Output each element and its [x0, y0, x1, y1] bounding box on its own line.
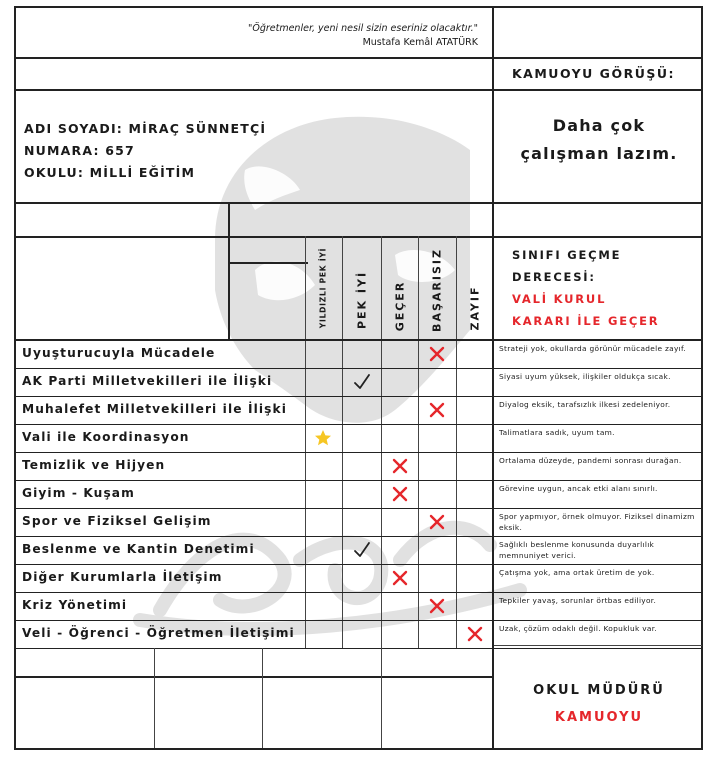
criterion-label: Muhalefet Milletvekilleri ile İlişki	[22, 402, 287, 416]
grid-line	[14, 57, 703, 59]
student-number: NUMARA: 657	[24, 143, 135, 158]
grid-line	[228, 202, 230, 340]
grid-line	[381, 236, 382, 648]
grid-line	[262, 648, 263, 748]
criterion-comment: Spor yapmıyor, örnek olmuyor. Fiziksel dinamizm eksik.	[499, 512, 695, 532]
frame-right	[701, 6, 703, 750]
principal-title: OKUL MÜDÜRÜ	[533, 683, 665, 698]
grid-line	[305, 236, 306, 648]
grid-line	[494, 645, 702, 646]
grid-line	[418, 236, 419, 648]
check-mark-icon	[352, 372, 372, 392]
cross-mark-icon	[465, 624, 485, 644]
grid-line	[14, 480, 703, 481]
grid-line	[381, 648, 382, 748]
frame-top	[14, 6, 703, 8]
star-icon	[313, 428, 333, 448]
grid-line	[14, 508, 703, 509]
grid-line	[14, 564, 703, 565]
grid-line	[14, 536, 703, 537]
criterion-label: Kriz Yönetimi	[22, 598, 128, 612]
cross-mark-icon	[427, 344, 447, 364]
principal-name: KAMUOYU	[554, 710, 644, 725]
grid-line	[14, 592, 703, 593]
grid-line	[14, 368, 703, 369]
grid-line	[14, 89, 703, 91]
criterion-comment: Ortalama düzeyde, pandemi sonrası durağan.	[499, 456, 682, 465]
criterion-label: Temizlik ve Hijyen	[22, 458, 166, 472]
grid-line	[14, 396, 703, 397]
criterion-label: Vali ile Koordinasyon	[22, 430, 190, 444]
grid-line	[342, 236, 343, 648]
criterion-comment: Tepkiler yavaş, sorunlar örtbas ediliyor.	[499, 596, 657, 605]
criterion-label: Diğer Kurumlarla İletişim	[22, 570, 223, 584]
cross-mark-icon	[390, 484, 410, 504]
opinion-line-2: çalışman lazım.	[520, 144, 678, 163]
grid-line	[154, 648, 155, 748]
quote-block	[248, 22, 478, 50]
grid-line	[14, 620, 703, 621]
frame-left	[14, 6, 16, 750]
grid-line	[14, 236, 703, 238]
criterion-comment: Strateji yok, okullarda görünür mücadele zayıf.	[499, 344, 687, 353]
cross-mark-icon	[390, 568, 410, 588]
col-header-gecer: GEÇER	[393, 280, 407, 332]
criterion-comment: Sağlıklı beslenme konusunda duyarlılık memnuniyet verici.	[499, 540, 655, 560]
criterion-comment: Siyasi uyum yüksek, ilişkiler oldukça sıcak.	[499, 372, 671, 381]
grid-line	[456, 236, 457, 648]
pass-degree-result-2: KARARI İLE GEÇER	[512, 314, 660, 328]
criterion-comment: Talimatlara sadık, uyum tam.	[499, 428, 615, 437]
col-header-basarisiz: BAŞARISIZ	[430, 248, 444, 332]
student-name: ADI SOYADI: MİRAÇ SÜNNETÇİ	[24, 121, 267, 136]
criterion-label: Giyim - Kuşam	[22, 486, 135, 500]
criterion-label: Veli - Öğrenci - Öğretmen İletişimi	[22, 626, 295, 640]
pass-degree	[512, 244, 659, 332]
student-info	[24, 118, 266, 184]
criterion-label: Beslenme ve Kantin Denetimi	[22, 542, 255, 556]
grid-line	[14, 202, 703, 204]
col-header-zayif: ZAYIF	[468, 285, 482, 331]
col-header-pek-iyi: PEK İYİ	[355, 270, 369, 330]
grid-line	[14, 339, 703, 341]
opinion-text	[496, 112, 702, 168]
criterion-comment: Diyalog eksik, tarafsızlık ilkesi zedeleniyor.	[499, 400, 671, 409]
criterion-comment: Çatışma yok, ama ortak üretim de yok.	[499, 568, 655, 577]
criterion-label: AK Parti Milletvekilleri ile İlişki	[22, 374, 273, 388]
opinion-title: KAMUOYU GÖRÜŞÜ:	[512, 66, 675, 81]
criterion-label: Spor ve Fiziksel Gelişim	[22, 514, 212, 528]
grid-line	[14, 452, 703, 453]
student-school: OKULU: MİLLİ EĞİTİM	[24, 165, 196, 180]
check-mark-icon	[352, 540, 372, 560]
cross-mark-icon	[390, 456, 410, 476]
grid-line	[14, 676, 492, 678]
pass-degree-label-1: SINIFI GEÇME	[512, 248, 622, 262]
quote-author: Mustafa Kemâl ATATÜRK	[362, 37, 478, 48]
cross-mark-icon	[427, 596, 447, 616]
cross-mark-icon	[427, 512, 447, 532]
pass-degree-result-1: VALİ KURUL	[512, 292, 607, 306]
criterion-label: Uyuşturucuyla Mücadele	[22, 346, 216, 360]
criterion-comment: Uzak, çözüm odaklı değil. Kopukluk var.	[499, 624, 658, 633]
col-header-yildizli-pek-iyi: YILDIZLI PEK İYİ	[318, 247, 328, 329]
pass-degree-label-2: DERECESİ:	[512, 270, 596, 284]
quote-text: "Öğretmenler, yeni nesil sizin eseriniz olacaktır."	[247, 23, 478, 34]
opinion-line-1: Daha çok	[552, 116, 646, 135]
grid-line	[230, 262, 308, 264]
grid-line	[14, 424, 703, 425]
grid-line	[14, 648, 703, 649]
center-divider	[492, 6, 494, 750]
frame-bottom	[14, 748, 703, 750]
criterion-comment: Görevine uygun, ancak etki alanı sınırlı.	[499, 484, 658, 493]
cross-mark-icon	[427, 400, 447, 420]
